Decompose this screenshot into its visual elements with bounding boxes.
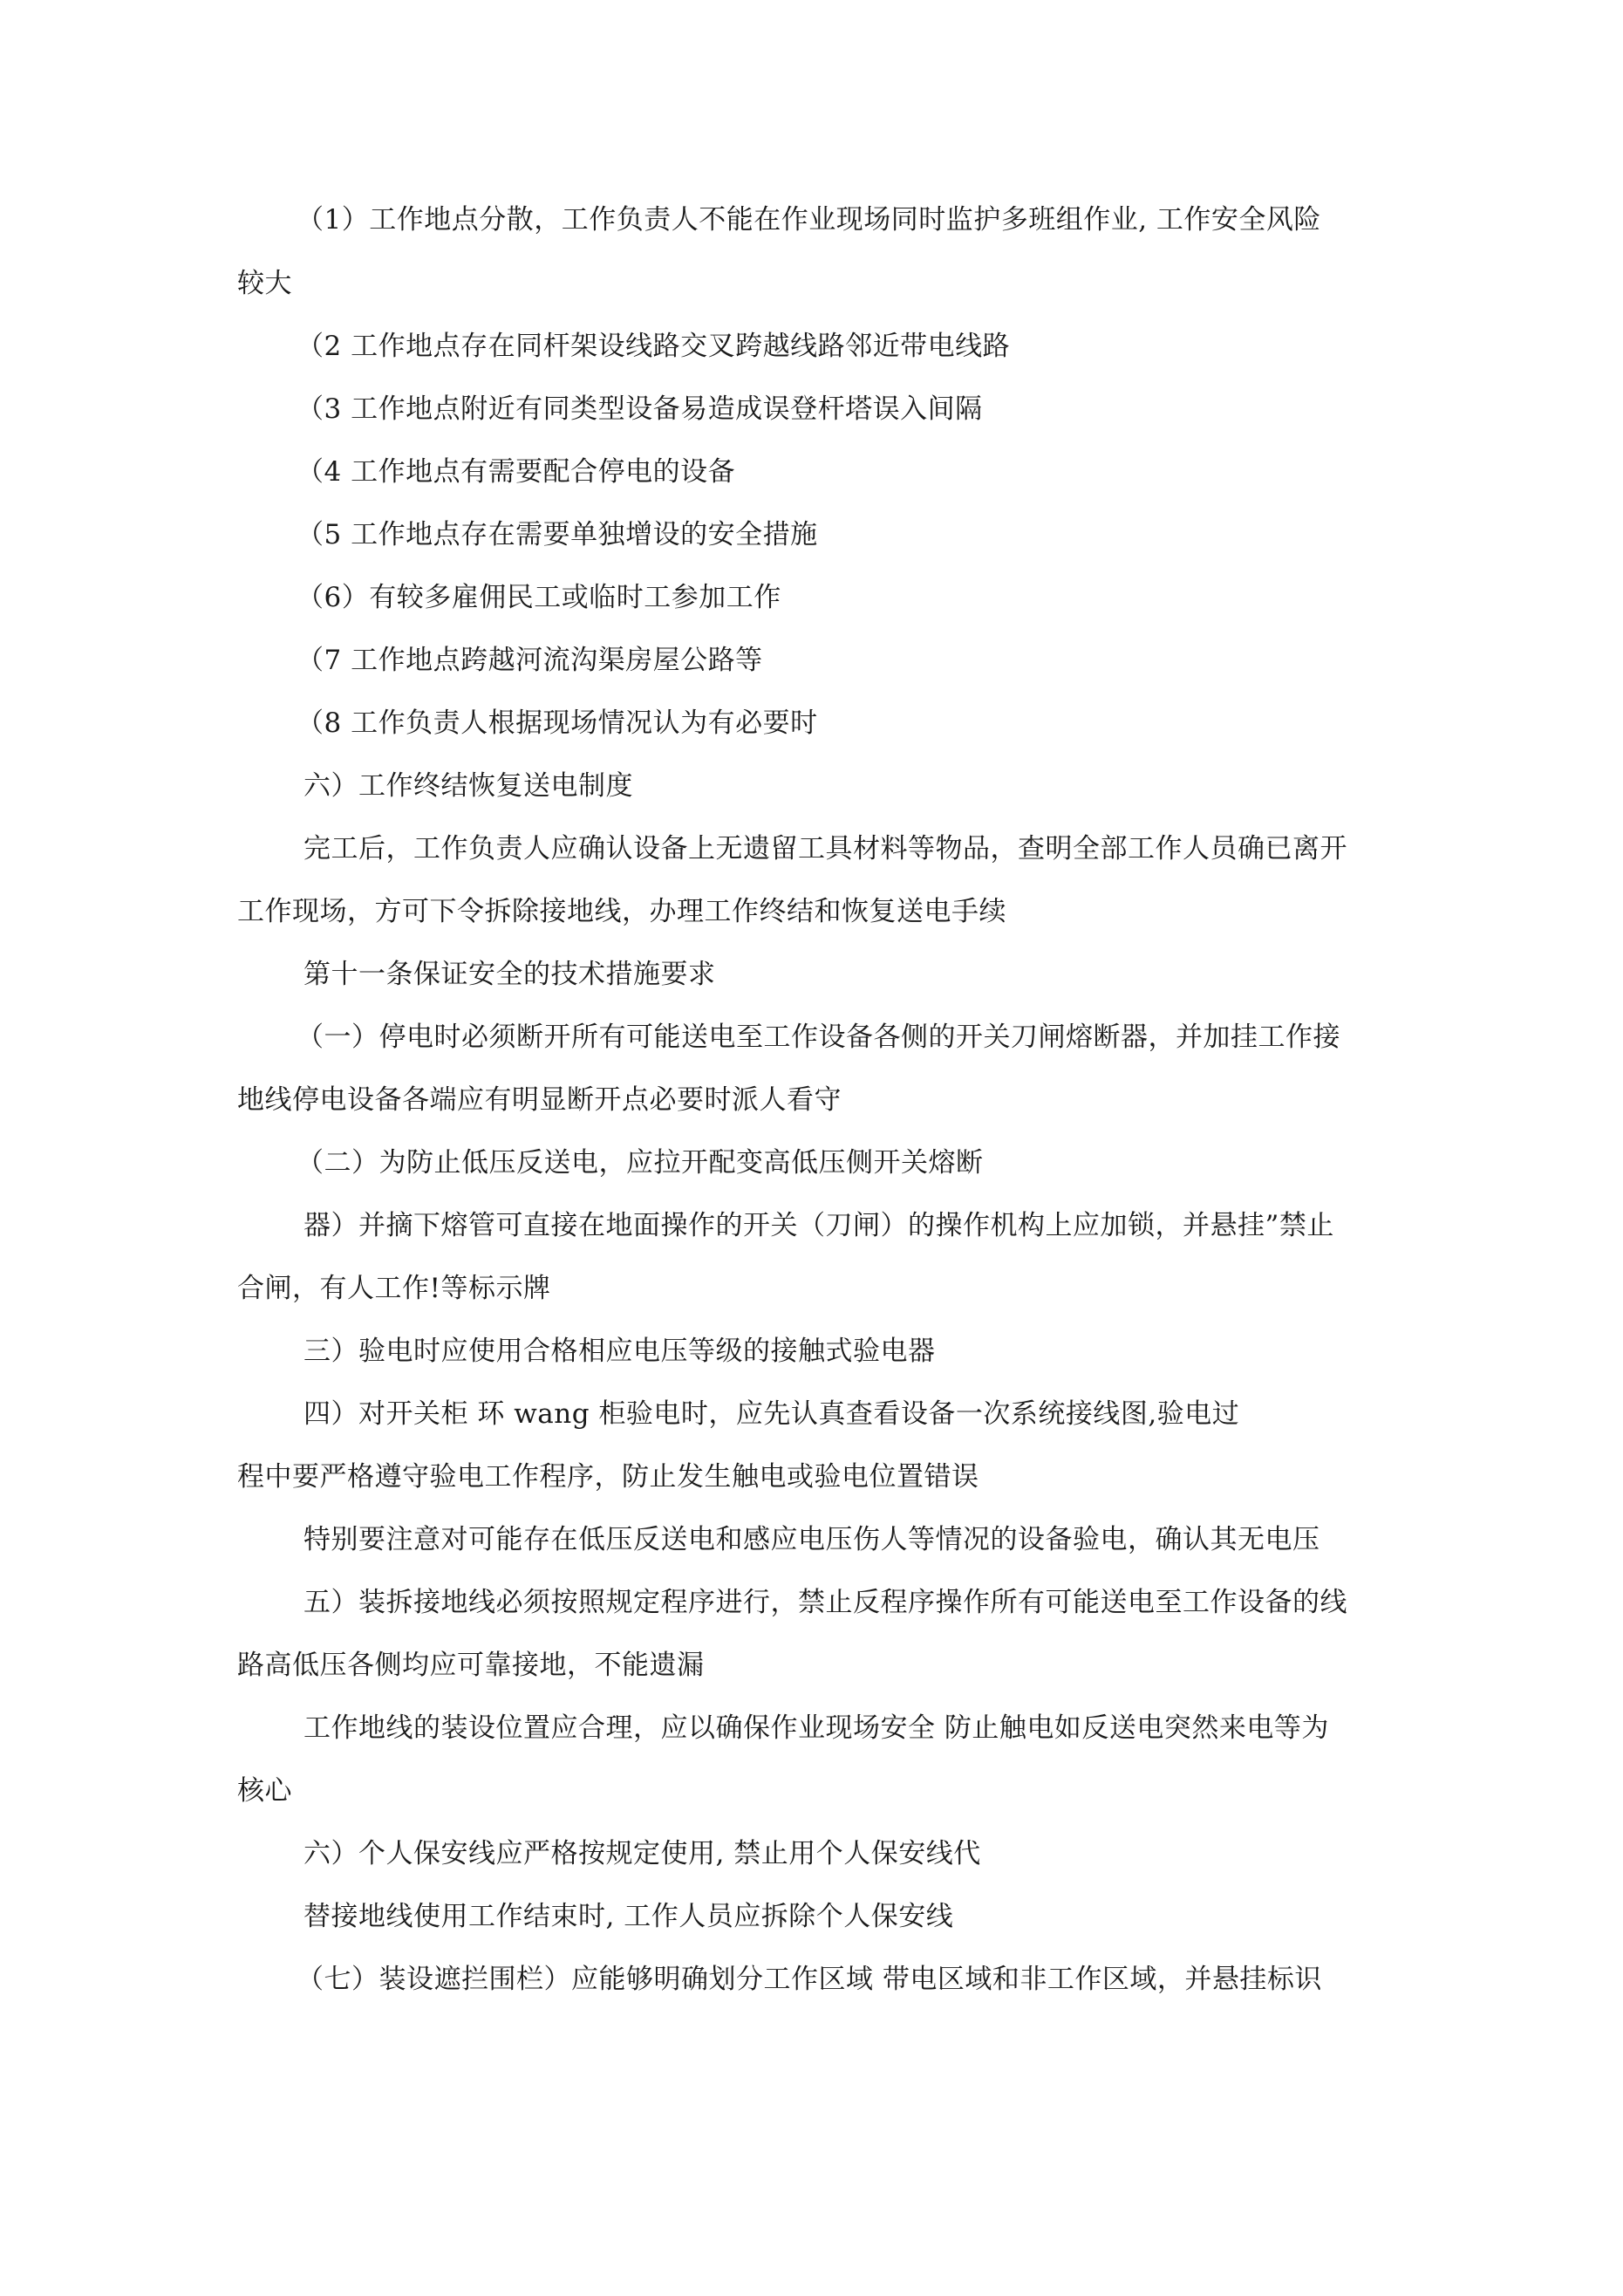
paragraph-line: 四）对开关柜 环 wang 柜验电时，应先认真查看设备一次系统接线图,验电过 — [303, 1398, 1240, 1430]
paragraph-line: 路高低压各侧均应可靠接地，不能遗漏 — [237, 1650, 705, 1681]
paragraph-line: （7 工作地点跨越河流沟渠房屋公路等 — [297, 645, 763, 676]
paragraph-line: 核心 — [237, 1775, 292, 1807]
paragraph-line: 器）并摘下熔管可直接在地面操作的开关（刀闸）的操作机构上应加锁，并悬挂”禁止 — [303, 1210, 1334, 1241]
paragraph-line: （4 工作地点有需要配合停电的设备 — [297, 456, 736, 488]
paragraph-line: 合闸，有人工作!等标示牌 — [237, 1273, 551, 1304]
paragraph-line: （二）为防止低压反送电，应拉开配变高低压侧开关熔断 — [297, 1147, 984, 1179]
paragraph-line: 工作地线的装设位置应合理，应以确保作业现场安全 防止触电如反送电突然来电等为 — [303, 1712, 1329, 1744]
paragraph-line: 三）验电时应使用合格相应电压等级的接触式验电器 — [303, 1336, 936, 1367]
paragraph-line: 完工后，工作负责人应确认设备上无遗留工具材料等物品，查明全部工作人员确已离开 — [303, 833, 1347, 864]
paragraph-line: （一）停电时必须断开所有可能送电至工作设备各侧的开关刀闸熔断器，并加挂工作接 — [297, 1022, 1340, 1053]
article-heading: 第十一条保证安全的技术措施要求 — [303, 959, 716, 990]
paragraph-line: 替接地线使用工作结束时, 工作人员应拆除个人保安线 — [303, 1901, 954, 1932]
paragraph-line: （5 工作地点存在需要单独增设的安全措施 — [297, 519, 818, 550]
paragraph-line: （2 工作地点存在同杆架设线路交叉跨越线路邻近带电线路 — [297, 331, 1011, 362]
paragraph-line: 特别要注意对可能存在低压反送电和感应电压伤人等情况的设备验电，确认其无电压 — [303, 1524, 1320, 1555]
paragraph-line: （6）有较多雇佣民工或临时工参加工作 — [297, 582, 781, 613]
paragraph-line: （七）装设遮拦围栏）应能够明确划分工作区域 带电区域和非工作区域，并悬挂标识 — [297, 1964, 1322, 1995]
paragraph-line: 地线停电设备各端应有明显断开点必要时派人看守 — [237, 1084, 842, 1116]
paragraph-line: 工作现场，方可下令拆除接地线，办理工作终结和恢复送电手续 — [237, 896, 1006, 927]
paragraph-line: 六）个人保安线应严格按规定使用, 禁止用个人保安线代 — [303, 1838, 981, 1869]
paragraph-line: 五）装拆接地线必须按照规定程序进行，禁止反程序操作所有可能送电至工作设备的线 — [303, 1587, 1347, 1618]
paragraph-line: 较大 — [237, 268, 292, 299]
paragraph-line: （8 工作负责人根据现场情况认为有必要时 — [297, 707, 818, 739]
paragraph-line: （3 工作地点附近有同类型设备易造成误登杆塔误入间隔 — [297, 393, 983, 425]
section-heading: 六）工作终结恢复送电制度 — [303, 770, 633, 802]
paragraph-line: （1）工作地点分散，工作负责人不能在作业现场同时监护多班组作业, 工作安全风险 — [297, 204, 1321, 236]
paragraph-line: 程中要严格遵守验电工作程序，防止发生触电或验电位置错误 — [237, 1461, 979, 1493]
